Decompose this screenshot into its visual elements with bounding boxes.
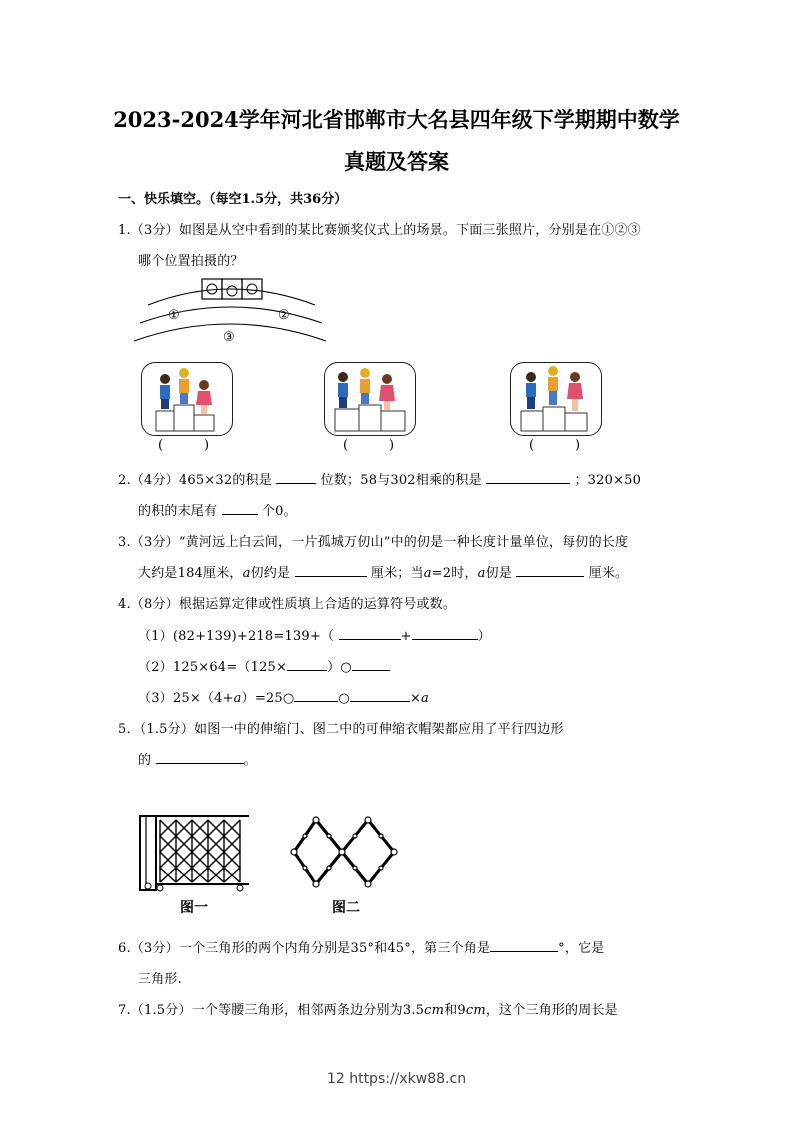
figure-2-caption: 图二 — [332, 900, 360, 916]
q7-text-b: 和9 — [444, 1003, 466, 1018]
q4-p1-blank-1[interactable] — [339, 625, 401, 640]
q7-line1 — [118, 999, 618, 1018]
position-label-3: ③ — [223, 330, 235, 345]
q4-p1-text-a: （1）(82+139)+218=139+（ — [138, 629, 335, 644]
answer-paren-left-3: ( — [529, 438, 535, 453]
q3-text-e: =2时， — [431, 566, 478, 581]
q4-heading: 4.（8分）根据运算定律或性质填上合适的运算符号或数。 — [118, 597, 457, 612]
q3-text-f: 仞是 — [485, 566, 512, 581]
q4-p1-text-c: ） — [477, 629, 491, 644]
q2-text-e: 个0。 — [261, 504, 297, 519]
q3-line1: 3.（3分）“黄河远上白云间，一片孤城万仞山”中的仞是一种长度计量单位，每仞的长度 — [118, 535, 629, 550]
q2-line2 — [138, 500, 297, 519]
q3-text-c: 仞约是 — [250, 566, 291, 581]
answer-paren-right-1: ) — [204, 438, 210, 453]
photo-3 — [510, 362, 602, 436]
q5-blank-1[interactable] — [156, 749, 244, 764]
q4-p3-text-b: ）=25○ — [241, 691, 295, 706]
photo-2 — [324, 362, 416, 436]
q6-line1 — [118, 937, 604, 956]
q1-line1: 1.（3分）如图是从空中看到的某比赛颁奖仪式上的场景。下面三张照片，分别是在①②③ — [118, 223, 641, 238]
q4-p1-blank-2[interactable] — [412, 625, 478, 640]
q3-var-a-3: a — [477, 566, 486, 581]
q4-p2-text-b: ）○ — [327, 660, 352, 675]
q3-var-a-2: a — [423, 566, 432, 581]
q2-text-c: ；320×50 — [574, 473, 642, 488]
q3-text-g: 厘米。 — [588, 566, 629, 581]
position-label-1: ① — [168, 308, 180, 323]
q4-p3-var-a: a — [233, 691, 242, 706]
q7-unit-2: cm — [465, 1003, 486, 1018]
coat-rack-figure — [286, 812, 406, 894]
q4-p2-blank-1[interactable] — [287, 656, 327, 671]
figure-1-caption: 图一 — [180, 900, 208, 916]
q3-var-a-1: a — [242, 566, 251, 581]
doc-title-line2: 真题及答案 — [344, 149, 449, 174]
q5-text-b: 。 — [243, 753, 257, 768]
q7-unit-1: cm — [424, 1003, 445, 1018]
q4-p3-text-d: × — [409, 691, 422, 706]
position-label-2: ② — [278, 308, 290, 323]
q5-line2 — [138, 749, 257, 768]
q4-part1 — [138, 625, 491, 644]
answer-paren-left-2: ( — [343, 438, 349, 453]
answer-paren-right-2: ) — [389, 438, 395, 453]
photo-1 — [141, 362, 233, 436]
podium-top-view-figure — [130, 275, 330, 350]
q3-line2 — [138, 562, 628, 581]
q2-blank-1[interactable] — [276, 469, 316, 484]
q4-p1-plus: + — [400, 629, 412, 644]
q4-p3-var-a-2: a — [421, 691, 429, 706]
doc-title-line1: 2023-2024学年河北省邯郸市大名县四年级下学期期中数学 — [113, 107, 680, 132]
q4-p3-blank-2[interactable] — [350, 687, 410, 702]
q2-blank-2[interactable] — [486, 469, 570, 484]
q4-part2 — [138, 656, 390, 675]
q1-line2: 哪个位置拍摄的？ — [138, 254, 244, 269]
q2-line1 — [118, 469, 641, 488]
q3-text-d: 厘米；当 — [370, 566, 424, 581]
q4-p2-blank-2[interactable] — [352, 656, 390, 671]
telescopic-gate-figure — [134, 812, 254, 894]
q2-text-d: 的积的末尾有 — [138, 504, 218, 519]
answer-paren-right-3: ) — [575, 438, 581, 453]
q2-text-b: 位数；58与302相乘的积是 — [320, 473, 482, 488]
q4-part3 — [138, 687, 429, 706]
q4-p3-blank-1[interactable] — [294, 687, 338, 702]
q6-text-a: 6.（3分）一个三角形的两个内角分别是35°和45°，第三个角是 — [118, 941, 491, 956]
q7-text-c: ，这个三角形的周长是 — [485, 1003, 618, 1018]
q4-p2-text-a: （2）125×64=（125× — [138, 660, 288, 675]
q2-text-a: 2.（4分）465×32的积是 — [118, 473, 272, 488]
page-footer: 12 https://xkw88.cn — [326, 1071, 467, 1087]
q6-text-b: °，它是 — [558, 941, 605, 956]
q3-blank-2[interactable] — [516, 562, 584, 577]
answer-paren-left-1: ( — [158, 438, 164, 453]
q3-blank-1[interactable] — [295, 562, 367, 577]
q4-p3-text-a: （3）25×（4+ — [138, 691, 234, 706]
q3-text-b: 大约是184厘米， — [138, 566, 243, 581]
q7-text-a: 7.（1.5分）一个等腰三角形，相邻两条边分别为3.5 — [118, 1003, 425, 1018]
q5-text-a: 的 — [138, 753, 152, 768]
section-heading: 一、快乐填空。（每空1.5分，共36分） — [118, 192, 348, 207]
q6-blank-1[interactable] — [490, 937, 558, 952]
q5-line1: 5．（1.5分）如图一中的伸缩门、图二中的可伸缩衣帽架都应用了平行四边形 — [118, 722, 564, 737]
q2-blank-3[interactable] — [222, 500, 258, 515]
q6-line2: 三角形. — [138, 972, 182, 987]
q4-p3-text-c: ○ — [338, 691, 350, 706]
